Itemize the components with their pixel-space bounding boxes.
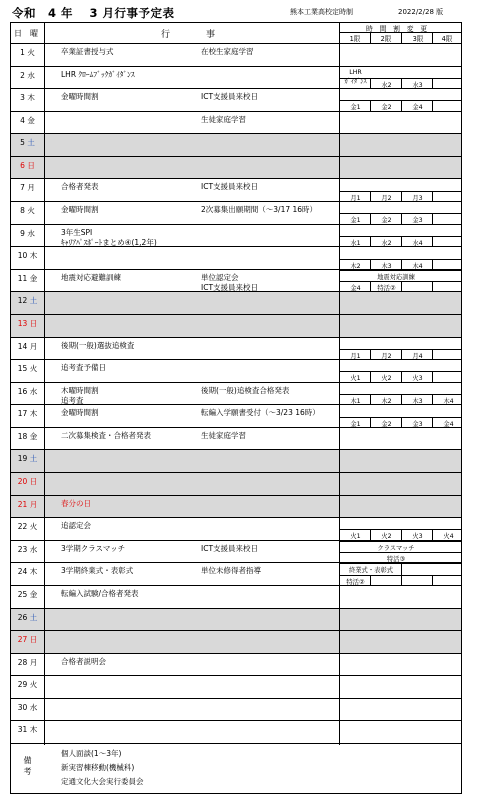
event-text: 生徒家庭学習 — [201, 430, 246, 440]
timetable-cell-divider — [432, 100, 433, 111]
day-number: 6 — [20, 160, 28, 170]
timetable-cell: 金2 — [381, 104, 392, 112]
day-row — [11, 179, 461, 202]
weekday: 金 — [29, 273, 38, 283]
period-2-header: 2限 — [380, 35, 392, 43]
timetable-subrow-divider — [339, 552, 461, 553]
event-text: ICT支援員来校日 — [201, 92, 259, 102]
event-text: ICT支援員来校日 — [201, 182, 259, 192]
timetable-cell-divider — [401, 78, 402, 89]
day-cell — [11, 476, 44, 487]
event-text: 金曜時間割 — [61, 205, 99, 215]
timetable-cell-divider — [432, 191, 433, 202]
timetable-cell-divider — [432, 394, 433, 405]
event-text: 地震対応避難訓練 — [61, 272, 121, 282]
event-text: 金曜時間割 — [61, 92, 99, 102]
timetable-cell-divider — [432, 349, 433, 360]
timetable-subrow-divider — [339, 394, 461, 395]
day-row — [11, 428, 461, 451]
event-text: 二次募集検査・合格者発表 — [61, 430, 151, 440]
day-row — [11, 654, 461, 677]
weekday: 水 — [27, 70, 35, 80]
day-number: 17 — [17, 409, 30, 419]
day-cell — [11, 453, 44, 464]
day-cell — [11, 634, 44, 645]
day-number: 1 — [20, 48, 28, 57]
timetable-cell-divider — [401, 563, 402, 574]
timetable-merged-cell: 終業式・表彰式 — [348, 567, 394, 575]
weekday: 火 — [29, 364, 38, 374]
day-row — [11, 609, 461, 632]
page-header — [0, 0, 479, 22]
day-cell — [11, 295, 44, 306]
weekday: 月 — [29, 657, 38, 667]
timetable-cell-divider — [432, 529, 433, 540]
day-cell — [11, 182, 44, 193]
weekday: 土 — [29, 612, 38, 622]
day-cell — [11, 250, 44, 261]
event-text: 単位未修得者指導 — [201, 566, 261, 576]
timetable-cell-divider — [401, 100, 402, 111]
timetable-cell-divider — [370, 236, 371, 247]
day-cell — [11, 612, 44, 623]
weekday: 金 — [29, 431, 38, 441]
event-text-line2: 追考査 — [61, 395, 84, 405]
day-cell — [11, 70, 44, 81]
event-text: 転編入学願書受付（～3/23 16時） — [201, 408, 320, 418]
remarks-row — [11, 745, 461, 793]
timetable-merged-cell: 特活③ — [386, 556, 406, 564]
remarks-line-3: 定通文化大会実行委員会 — [61, 777, 144, 786]
day-number: 31 — [17, 725, 30, 735]
event-text: 金曜時間割 — [61, 408, 99, 418]
weekday: 土 — [29, 454, 38, 464]
event-text: 2次募集出願期間（～3/17 16時） — [201, 205, 318, 215]
period-4-header: 4限 — [441, 35, 453, 43]
event-text: 後期(一般)追検査合格発表 — [201, 385, 290, 395]
day-row — [11, 383, 461, 406]
timetable-cell: 木3 — [381, 262, 392, 270]
weekday: 月 — [29, 499, 38, 509]
day-number: 26 — [17, 612, 30, 622]
day-row — [11, 496, 461, 519]
weekday: 火 — [29, 522, 38, 532]
timetable-cell-divider — [370, 213, 371, 224]
timetable-cell: 金1 — [350, 420, 361, 428]
day-row — [11, 563, 461, 586]
event-text: 3学期クラスマッチ — [61, 543, 126, 553]
day-number: 24 — [17, 567, 30, 577]
timetable-cell-divider — [432, 281, 433, 292]
event-text: 3年生SPI — [61, 227, 93, 237]
weekday: 月 — [29, 341, 38, 351]
timetable-cell: 水2 — [381, 239, 392, 247]
divider-period-1-2 — [370, 32, 371, 43]
timetable-cell-divider — [432, 371, 433, 382]
day-cell — [11, 408, 44, 419]
timetable-cell: 木4 — [412, 262, 423, 270]
day-cell — [11, 137, 44, 148]
version-date: 2022/2/28 版 — [398, 8, 444, 16]
timetable-cell-divider — [401, 394, 402, 405]
day-cell — [11, 318, 44, 329]
weekday: 木 — [29, 567, 38, 577]
day-row — [11, 473, 461, 496]
event-text: 木曜時間割 — [61, 385, 99, 395]
period-1-header: 1限 — [349, 35, 361, 43]
timetable-cell: 月2 — [381, 352, 392, 360]
event-text: 合格者説明会 — [61, 656, 106, 666]
day-row — [11, 518, 461, 541]
divider-period-2-3 — [401, 32, 402, 43]
day-number: 15 — [17, 364, 30, 374]
timetable-subrow-divider — [339, 270, 461, 271]
day-row — [11, 676, 461, 699]
day-cell — [11, 363, 44, 374]
event-text: 3学期終業式・表彰式 — [61, 566, 134, 576]
day-row — [11, 89, 461, 112]
weekday: 水 — [29, 544, 38, 554]
timetable-cell: 月2 — [381, 194, 392, 202]
day-number: 27 — [17, 635, 30, 645]
remarks-line-2: 新実習棟移動(機械科) — [61, 763, 135, 772]
timetable-cell: 特活② — [346, 578, 365, 586]
timetable-cell: 金2 — [381, 420, 392, 428]
weekday: 火 — [27, 206, 35, 216]
weekday: 土 — [29, 296, 38, 306]
day-number: 28 — [17, 657, 30, 667]
day-row — [11, 338, 461, 361]
day-row — [11, 134, 461, 157]
school-name: 熊本工業高校定時制 — [290, 8, 353, 16]
timetable-cell: 金1 — [350, 104, 361, 112]
day-number: 5 — [20, 138, 28, 148]
day-number: 7 — [20, 183, 28, 193]
day-cell — [11, 431, 44, 442]
remarks-label — [11, 755, 44, 777]
timetable-cell-divider — [401, 349, 402, 360]
event-text: 春分の日 — [61, 498, 91, 508]
timetable-cell: 木2 — [381, 397, 392, 405]
timetable-cell: 金2 — [381, 217, 392, 225]
day-row — [11, 270, 461, 293]
day-number: 22 — [17, 522, 30, 532]
day-row — [11, 586, 461, 609]
timetable-cell-line: LHR — [349, 68, 362, 76]
day-number: 23 — [17, 544, 30, 554]
day-cell — [11, 273, 44, 284]
day-cell — [11, 228, 44, 239]
timetable-cell-divider — [370, 281, 371, 292]
divider-period-3-4 — [432, 32, 433, 43]
timetable-cell: 金4 — [412, 104, 423, 112]
timetable-cell: 火1 — [350, 375, 361, 383]
timetable-cell: 月1 — [350, 352, 361, 360]
day-cell — [11, 724, 44, 735]
timetable-cell: 水2 — [381, 81, 392, 89]
timetable-cell-divider — [370, 371, 371, 382]
timetable-cell-divider — [401, 213, 402, 224]
day-number: 18 — [17, 431, 30, 441]
event-text: 後期(一般)選抜追検査 — [61, 340, 135, 350]
timetable-cell: 木3 — [412, 397, 423, 405]
weekday: 水 — [29, 702, 38, 712]
timetable-cell: 金4 — [350, 285, 361, 293]
day-number: 16 — [17, 386, 30, 396]
day-row — [11, 721, 461, 744]
timetable-subrow-divider — [339, 563, 461, 564]
day-row — [11, 699, 461, 722]
timetable-subrow-divider — [339, 417, 461, 418]
day-row — [11, 202, 461, 225]
weekday: 日 — [29, 635, 38, 645]
weekday: 火 — [29, 680, 38, 690]
weekday: 木 — [29, 251, 38, 261]
timetable-cell: 月3 — [412, 194, 423, 202]
day-row — [11, 67, 461, 90]
timetable-cell-divider — [370, 394, 371, 405]
timetable-subrow-divider — [339, 259, 461, 260]
timetable-cell-divider — [401, 371, 402, 382]
divider-date-events — [44, 23, 45, 745]
day-cell — [11, 544, 44, 555]
timetable-cell-divider — [401, 281, 402, 292]
timetable-header-divider — [339, 32, 461, 33]
timetable-cell-divider — [401, 236, 402, 247]
weekday: 金 — [29, 589, 38, 599]
timetable-subrow-divider — [339, 191, 461, 192]
timetable-cell: 水4 — [412, 239, 423, 247]
event-text: 追認定会 — [61, 521, 91, 531]
timetable-cell-divider — [432, 78, 433, 89]
timetable-subrow-divider — [339, 529, 461, 530]
weekday: 木 — [27, 93, 35, 103]
timetable-cell-divider — [432, 213, 433, 224]
timetable-cell: 火2 — [381, 533, 392, 541]
table-header — [11, 23, 461, 44]
day-cell — [11, 115, 44, 126]
event-text: 卒業証書授与式 — [61, 47, 114, 56]
day-row — [11, 44, 461, 67]
day-cell — [11, 386, 44, 397]
day-cell — [11, 589, 44, 600]
day-cell — [11, 499, 44, 510]
day-number: 19 — [17, 454, 30, 464]
weekday: 月 — [27, 183, 35, 193]
weekday: 火 — [27, 48, 35, 57]
timetable-cell-divider — [370, 191, 371, 202]
day-number: 12 — [17, 296, 30, 306]
timetable-cell-divider — [432, 417, 433, 428]
timetable-cell-divider — [370, 100, 371, 111]
timetable-subrow-divider — [339, 371, 461, 372]
timetable-cell: 月1 — [350, 194, 361, 202]
timetable-cell-divider — [370, 78, 371, 89]
timetable-cell: 木4 — [443, 397, 454, 405]
day-cell — [11, 702, 44, 713]
event-text: 転編入試験/合格者発表 — [61, 588, 139, 598]
timetable-subrow-divider — [339, 100, 461, 101]
schedule-table — [10, 22, 462, 794]
weekday: 日 — [29, 477, 38, 487]
day-number: 25 — [17, 589, 30, 599]
day-number: 11 — [17, 273, 30, 283]
timetable-cell: 金3 — [412, 217, 423, 225]
day-row — [11, 541, 461, 564]
timetable-cell: 火3 — [412, 533, 423, 541]
day-row — [11, 450, 461, 473]
timetable-cell-divider — [401, 575, 402, 586]
day-cell — [11, 521, 44, 532]
day-cell — [11, 566, 44, 577]
timetable-column-header: 時 間 割 変 更 — [366, 25, 428, 33]
weekday: 水 — [29, 386, 38, 396]
day-number: 30 — [17, 702, 30, 712]
page-title: 令和 4 年 3 月行事予定表 — [12, 6, 175, 20]
timetable-cell-divider — [401, 259, 402, 270]
day-row — [11, 292, 461, 315]
timetable-cell-divider — [432, 575, 433, 586]
day-cell — [11, 341, 44, 352]
timetable-cell-divider — [401, 529, 402, 540]
day-number: 10 — [17, 251, 30, 261]
timetable-cell-divider — [370, 417, 371, 428]
timetable-cell: 水1 — [350, 239, 361, 247]
events-column-header: 行 事 — [161, 30, 216, 40]
timetable-subrow-divider — [339, 236, 461, 237]
event-text-line2: ICT支援員来校日 — [201, 282, 259, 292]
weekday: 金 — [27, 115, 35, 125]
day-number: 21 — [17, 499, 30, 509]
day-cell — [11, 657, 44, 668]
weekday: 日 — [29, 318, 38, 328]
day-cell — [11, 679, 44, 690]
event-text: 単位認定会 — [201, 272, 239, 282]
day-number: 8 — [20, 206, 28, 216]
event-text: 生徒家庭学習 — [201, 114, 246, 124]
timetable-subrow-divider — [339, 541, 461, 542]
timetable-cell-divider — [370, 349, 371, 360]
timetable-cell-divider — [370, 259, 371, 270]
day-row — [11, 225, 461, 248]
day-row — [11, 315, 461, 338]
event-text: 合格者発表 — [61, 182, 99, 192]
weekday: 日 — [27, 160, 35, 170]
day-cell — [11, 205, 44, 216]
timetable-cell: 火2 — [381, 375, 392, 383]
timetable-subrow-divider — [339, 281, 461, 282]
day-number: 4 — [20, 115, 28, 125]
timetable-cell — [340, 69, 371, 85]
day-number: 20 — [17, 477, 30, 487]
day-number: 29 — [17, 680, 30, 690]
timetable-cell: 月4 — [412, 352, 423, 360]
remarks-label-char-1: 備 — [23, 756, 32, 765]
day-number: 2 — [20, 70, 28, 80]
period-3-header: 3限 — [412, 35, 424, 43]
timetable-cell: 水3 — [412, 81, 423, 89]
date-column-header: 日 曜 — [14, 29, 38, 38]
timetable-cell: 金1 — [350, 217, 361, 225]
timetable-subrow-divider — [339, 349, 461, 350]
timetable-cell-divider — [370, 529, 371, 540]
weekday: 木 — [29, 725, 38, 735]
day-number: 3 — [20, 93, 28, 103]
day-number: 9 — [20, 228, 28, 238]
day-number: 14 — [17, 341, 30, 351]
timetable-cell: 木2 — [350, 262, 361, 270]
timetable-cell-divider — [432, 259, 433, 270]
weekday: 木 — [29, 409, 38, 419]
timetable-cell-divider — [401, 191, 402, 202]
timetable-cell: 金4 — [443, 420, 454, 428]
weekday: 土 — [27, 138, 35, 148]
remarks-label-char-2: 考 — [23, 767, 32, 776]
timetable-merged-cell: 地震対応訓練 — [377, 273, 415, 281]
timetable-cell-line: ｶﾞｲﾀﾞﾝｽ — [344, 77, 367, 85]
day-cell — [11, 160, 44, 171]
day-cell — [11, 47, 44, 58]
day-row — [11, 360, 461, 383]
day-row — [11, 112, 461, 135]
timetable-cell: 火1 — [350, 533, 361, 541]
remarks-line-1: 個人面談(1～3年) — [61, 749, 122, 758]
day-row — [11, 247, 461, 270]
day-cell — [11, 92, 44, 103]
timetable-cell: 火4 — [443, 533, 454, 541]
timetable-cell: 金3 — [412, 420, 423, 428]
event-text: ICT支援員来校日 — [201, 543, 259, 553]
timetable-subrow-divider — [339, 575, 461, 576]
event-text-line2: ｷｬﾘｱﾊﾟｽﾎﾟｰﾄまとめ④(1,2年) — [61, 237, 157, 247]
timetable-cell-divider — [401, 417, 402, 428]
timetable-cell-divider — [370, 575, 371, 586]
day-number: 13 — [17, 318, 30, 328]
event-text: LHR ｸﾛｰﾑﾌﾞｯｸｶﾞｲﾀﾞﾝｽ — [61, 69, 135, 79]
timetable-cell: 火3 — [412, 375, 423, 383]
event-text: 追考査予備日 — [61, 363, 106, 373]
event-text: 在校生家庭学習 — [201, 47, 254, 56]
timetable-merged-cell: クラスマッチ — [377, 544, 415, 552]
timetable-subrow-divider — [339, 213, 461, 214]
day-row — [11, 157, 461, 180]
day-row — [11, 405, 461, 428]
timetable-cell: 木1 — [350, 397, 361, 405]
timetable-cell: 特活② — [377, 285, 396, 293]
day-row — [11, 631, 461, 654]
timetable-cell-divider — [432, 236, 433, 247]
divider-events-timetable — [339, 23, 340, 745]
weekday: 水 — [27, 228, 35, 238]
